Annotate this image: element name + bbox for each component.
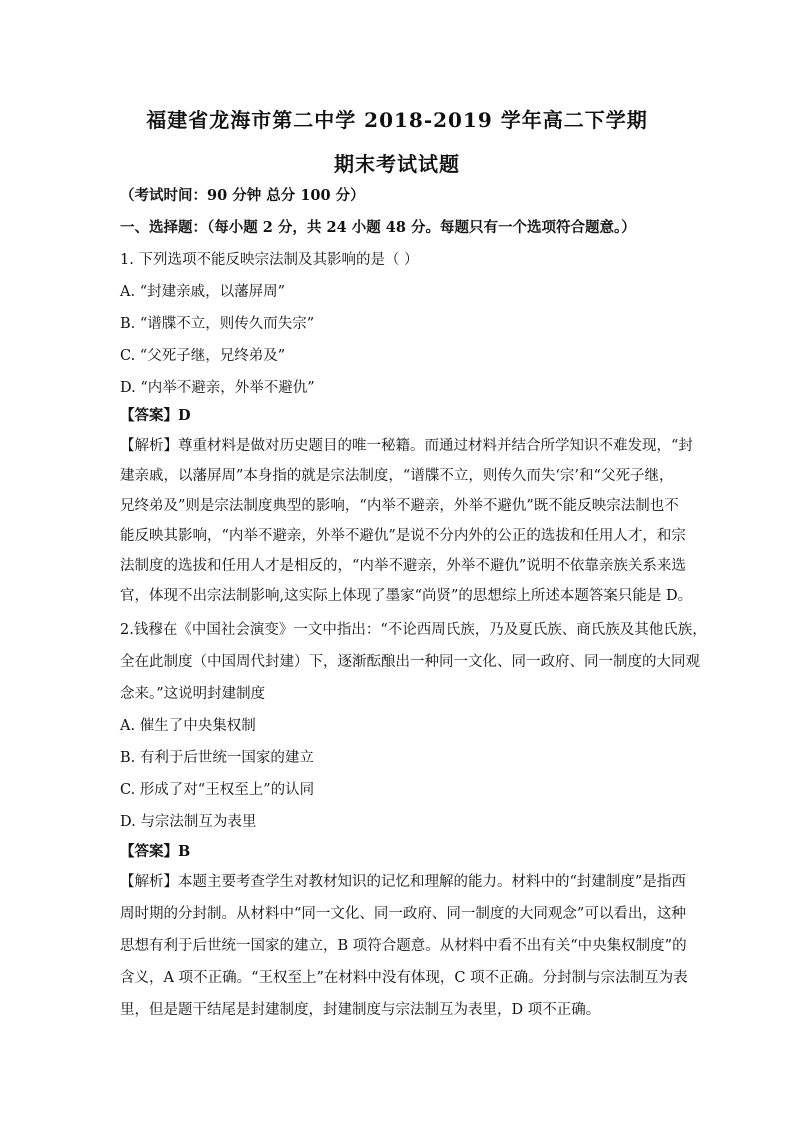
option-c: C. 形成了对“王权至上”的认同 [120, 782, 315, 798]
answer-label: 【答案】D [120, 407, 191, 424]
analysis-line: 含义，A 项不正确。“王权至上”在材料中没有体现，C 项不正确。分封制与宗法制互为表 [120, 970, 688, 986]
analysis-line: 官，体现不出宗法制影响,这实际上体现了墨家“尚贤”的思想综上所述本题答案只能是 D。 [120, 588, 693, 604]
answer-label: 【答案】B [120, 843, 191, 860]
option-c: C. “父死子继，兄终弟及” [120, 348, 286, 364]
question-stem: 2.钱穆在《中国社会演变》一文中指出：“不论西周氏族，乃及夏氏族、商氏族及其他氏族， [120, 622, 707, 638]
option-b: B. “谱牒不立，则传久而失宗” [120, 316, 315, 332]
option-a: A. 催生了中央集权制 [120, 718, 256, 734]
analysis-line: 法制度的选拔和任用人才是相反的，“内举不避亲，外举不避仇”说明不依靠亲族关系来选 [120, 558, 686, 574]
option-a: A. “封建亲戚，以藩屏周” [120, 284, 286, 300]
analysis-line: 兄终弟及”则是宗法制度典型的影响，“内举不避亲，外举不避仇”既不能反映宗法制也不 [120, 498, 679, 514]
analysis-line: 周时期的分封制。从材料中“同一文化、同一政府、同一制度的大同观念”可以看出，这种 [120, 906, 686, 922]
analysis-line: 建亲戚，以藩屏周”本身指的就是宗法制度，“谱牒不立，则传久而失‘宗’和“父死子继， [120, 468, 674, 484]
document-title: 福建省龙海市第二中学 2018-2019 学年高二下学期 [146, 108, 648, 132]
option-d: D. “内举不避亲，外举不避仇” [120, 380, 315, 396]
analysis-line: 【解析】尊重材料是做对历史题目的唯一秘籍。而通过材料并结合所学知识不难发现，“封 [120, 438, 693, 454]
section-heading: 一、选择题：（每小题 2 分，共 24 小题 48 分。每题只有一个选项符合题意。） [120, 219, 636, 236]
analysis-line: 里，但是题干结尾是封建制度，封建制度与宗法制互为表里，D 项不正确。 [120, 1002, 601, 1018]
question-stem: 全在此制度（中国周代封建）下，逐渐酝酿出一种同一文化、同一政府、同一制度的大同观 [120, 654, 700, 670]
analysis-line: 能反映其影响，“内举不避亲，外举不避仇”是说不分内外的公正的选拔和任用人才，和宗 [120, 528, 686, 544]
document-subtitle: 期末考试试题 [334, 152, 460, 176]
analysis-line: 【解析】本题主要考查学生对教材知识的记忆和理解的能力。材料中的“封建制度”是指西 [120, 874, 686, 890]
question-stem: 1. 下列选项不能反映宗法制及其影响的是（ ） [120, 252, 419, 268]
option-d: D. 与宗法制互为表里 [120, 814, 257, 830]
analysis-line: 思想有利于后世统一国家的建立，B 项符合题意。从材料中看不出有关“中央集权制度”的 [120, 938, 687, 954]
option-b: B. 有利于后世统一国家的建立 [120, 750, 314, 766]
exam-info: （考试时间：90 分钟 总分 100 分） [120, 187, 365, 204]
question-stem: 念来。”这说明封建制度 [120, 686, 266, 702]
